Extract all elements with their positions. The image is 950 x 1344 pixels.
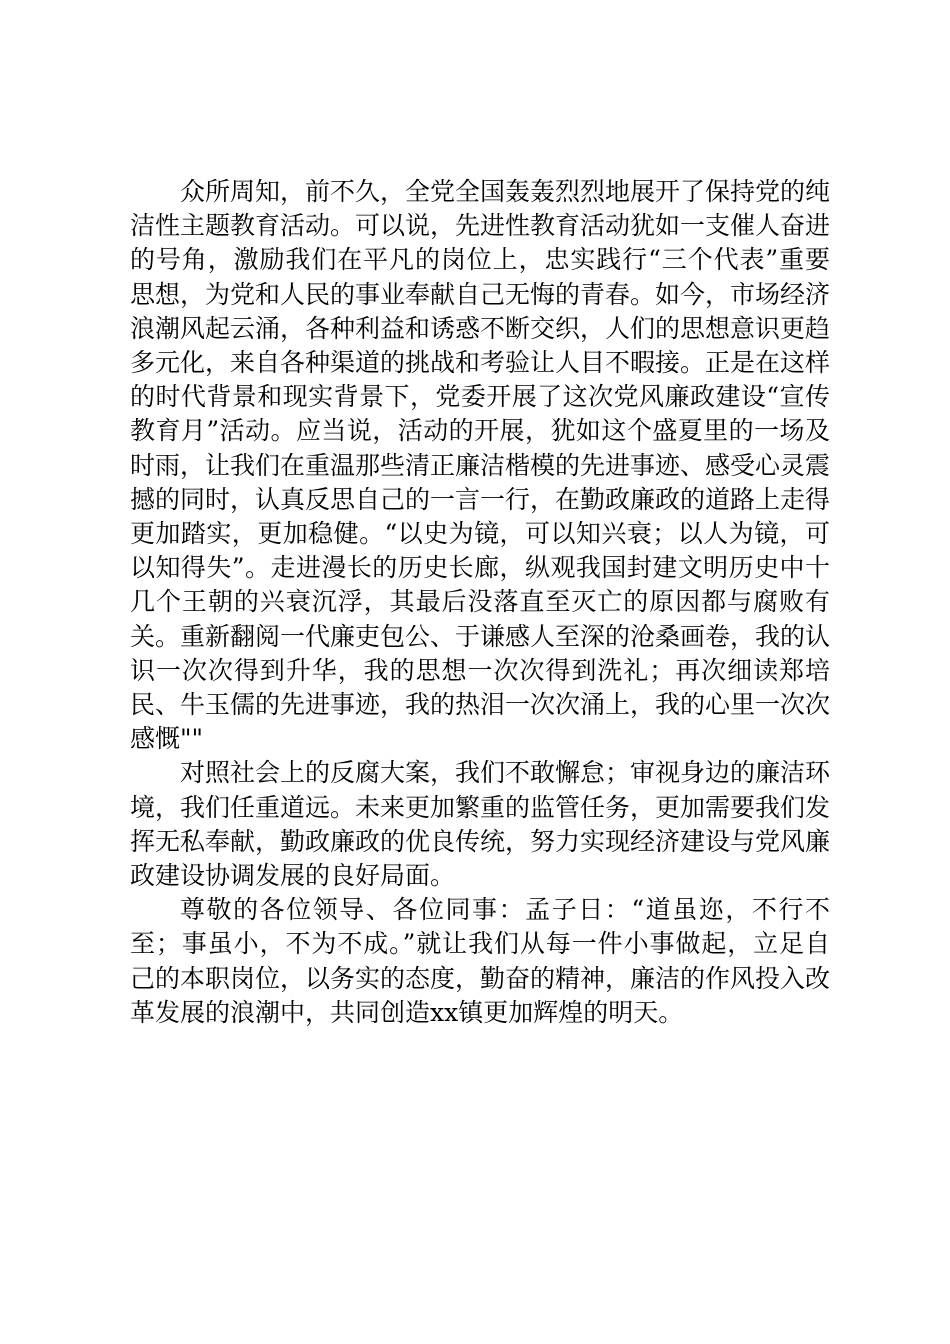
paragraph-3: 尊敬的各位领导、各位同事：孟子日：“道虽迩，不行不至；事虽小，不为不成。”就让我们从每一件小事做起，立足自己的本职岗位，以务实的态度，勤奋的精神，廉洁的作风投入改革发展的浪潮中，共同创造xx镇更加辉煌的明天。 (130, 895, 831, 1027)
paragraph-1: 众所周知，前不久，全党全国轰轰烈烈地展开了保持党的纯洁性主题教育活动。可以说，先进性教育活动犹如一支催人奋进的号角，激励我们在平凡的岗位上，忠实践行“三个代表”重要思想，为党和人民的事业奉献自己无悔的青春。如今，市场经济浪潮风起云涌，各种利益和诱惑不断交织，人们的思想意识更趋多元化，来自各种渠道的挑战和考验让人目不暇接。正是在这样的时代背景和现实背景下，党委开展了这次党风廉政建设“宣传教育月”活动。应当说，活动的开展，犹如这个盛夏里的一场及时雨，让我们在重温那些清正廉洁楷模的先进事迹、感受心灵震撼的同时，认真反思自己的一言一行，在勤政廉政的道路上走得更加踏实，更加稳健。“以史为镜，可以知兴衰；以人为镜，可以知得失”。走进漫长的历史长廊，纵观我国封建文明历史中十几个王朝的兴衰沉浮，其最后没落直至灭亡的原因都与腐败有关。重新翻阅一代廉吏包公、于谦感人至深的沧桑画卷，我的认识一次次得到升华，我的思想一次次得到洗礼；再次细读郑培民、牛玉儒的先进事迹，我的热泪一次次涌上，我的心里一次次感慨"" (130, 177, 831, 754)
document-body (130, 175, 830, 1030)
paragraph-2: 对照社会上的反腐大案，我们不敢懈怠；审视身边的廉洁环境，我们任重道远。未来更加繁重的监管任务，更加需要我们发挥无私奉献，勤政廉政的优良传统，努力实现经济建设与党风廉政建设协调发展的良好局面。 (130, 758, 831, 891)
